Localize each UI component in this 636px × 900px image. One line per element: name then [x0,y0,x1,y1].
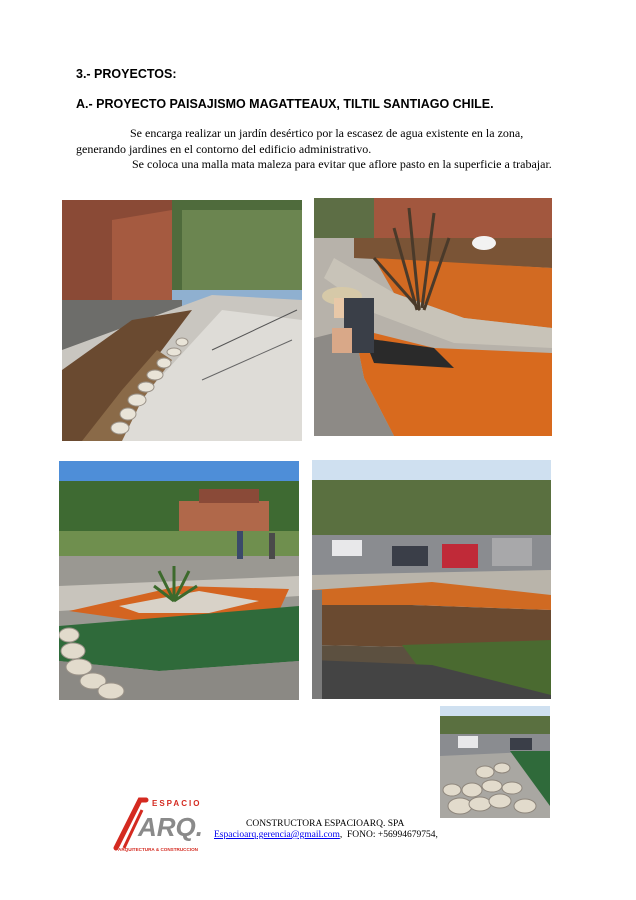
photo-garden-agave [59,461,299,700]
photo-orange-bark-worker [314,198,552,436]
footer-phone: FONO: +56994679754, [347,830,438,840]
photo-stone-border [440,706,550,818]
logo-main-text: ARQ. [138,812,203,842]
logo-top-text: ESPACIO [152,799,202,808]
company-logo [112,796,212,854]
photo-parking-garden [312,460,551,699]
project-heading: A.- PROYECTO PAISAJISMO MAGATTEAUX, TILTIL SANTIAGO CHILE. [76,97,494,111]
paragraph-1: Se encarga realizar un jardín desértico por la escasez de agua existente en la zona, generando jardines en el contorno del edificio administrativo. [76,126,524,156]
photo-weed-mesh-path [62,200,302,441]
footer-email-link[interactable]: Espacioarq.gerencia@gmail.com [214,830,340,840]
section-heading: 3.- PROYECTOS: [76,67,177,81]
footer-company: CONSTRUCTORA ESPACIOARQ. SPA [246,819,405,829]
logo-tagline: ARQUITECTURA & CONSTRUCCION [118,847,198,852]
footer-contact [214,830,438,840]
footer-separator: , [339,830,347,840]
paragraph-2: Se coloca una malla mata maleza para evitar que aflore pasto en la superficie a trabajar. [132,157,552,171]
